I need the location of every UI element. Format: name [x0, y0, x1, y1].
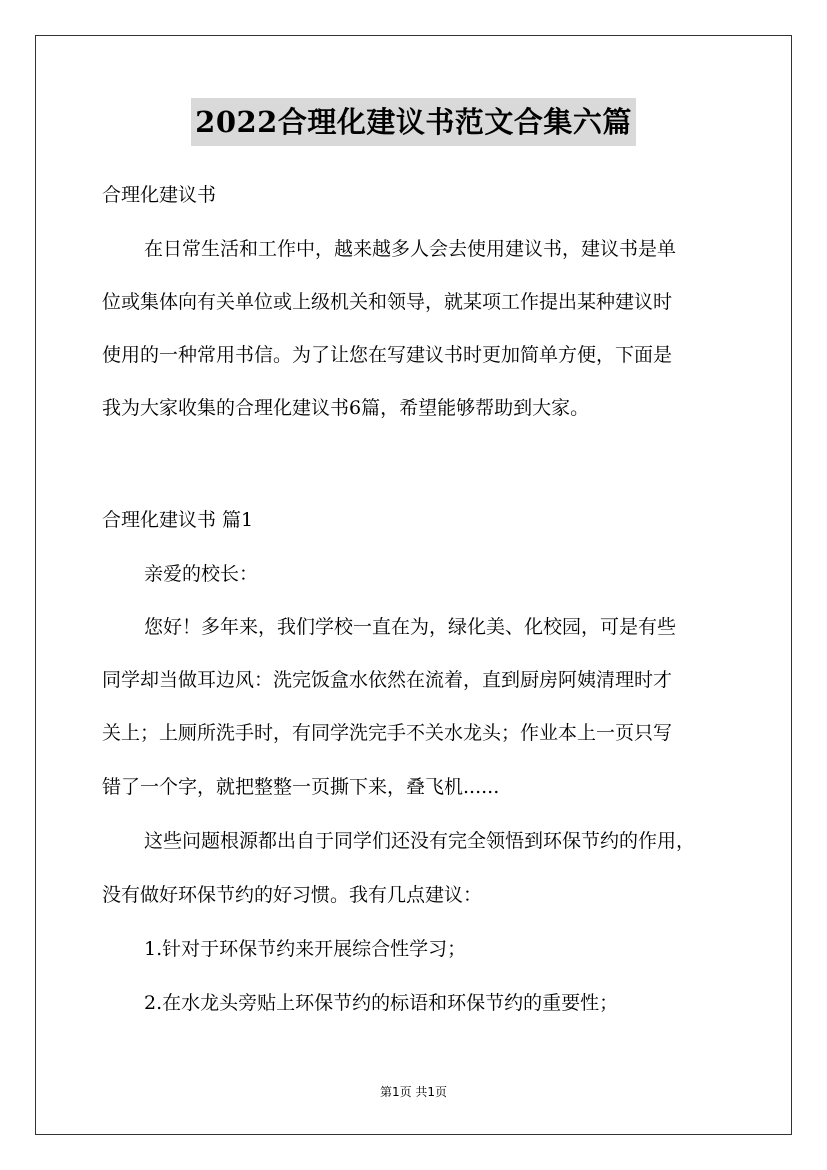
page-number-footer: 第1页 共1页 — [379, 1085, 448, 1099]
suggestion-item-1: 1.针对于环保节约来开展综合性学习； — [144, 938, 467, 960]
greeting: 亲爱的校长： — [144, 563, 259, 585]
body2-line-1: 这些问题根源都出自于同学们还没有完全领悟到环保节约的作用， — [144, 830, 696, 852]
body-line-3: 关上；上厕所洗手时，有同学洗完手不关水龙头；作业本上一页只写 — [102, 722, 673, 744]
body-line-4: 错了一个字，就把整整一页撕下来，叠飞机...... — [102, 776, 500, 798]
document-title: 2022合理化建议书范文合集六篇 — [191, 98, 636, 146]
intro-line-2: 位或集体向有关单位或上级机关和领导，就某项工作提出某种建议时 — [102, 291, 673, 313]
intro-line-1: 在日常生活和工作中，越来越多人会去使用建议书，建议书是单 — [144, 238, 677, 260]
title-container — [0, 98, 827, 146]
section-heading: 合理化建议书 — [102, 184, 217, 206]
suggestion-item-2: 2.在水龙头旁贴上环保节约的标语和环保节约的重要性； — [144, 992, 619, 1014]
intro-line-4: 我为大家收集的合理化建议书6篇，希望能够帮助到大家。 — [102, 397, 590, 419]
intro-line-3: 使用的一种常用书信。为了让您在写建议书时更加简单方便，下面是 — [102, 344, 673, 366]
body2-line-2: 没有做好环保节约的好习惯。我有几点建议： — [102, 884, 483, 906]
body-line-2: 同学却当做耳边风：洗完饭盒水依然在流着，直到厨房阿姨清理时才 — [102, 669, 673, 691]
body-line-1: 您好！多年来，我们学校一直在为，绿化美、化校园，可是有些 — [144, 616, 677, 638]
article-heading: 合理化建议书 篇1 — [102, 509, 254, 531]
